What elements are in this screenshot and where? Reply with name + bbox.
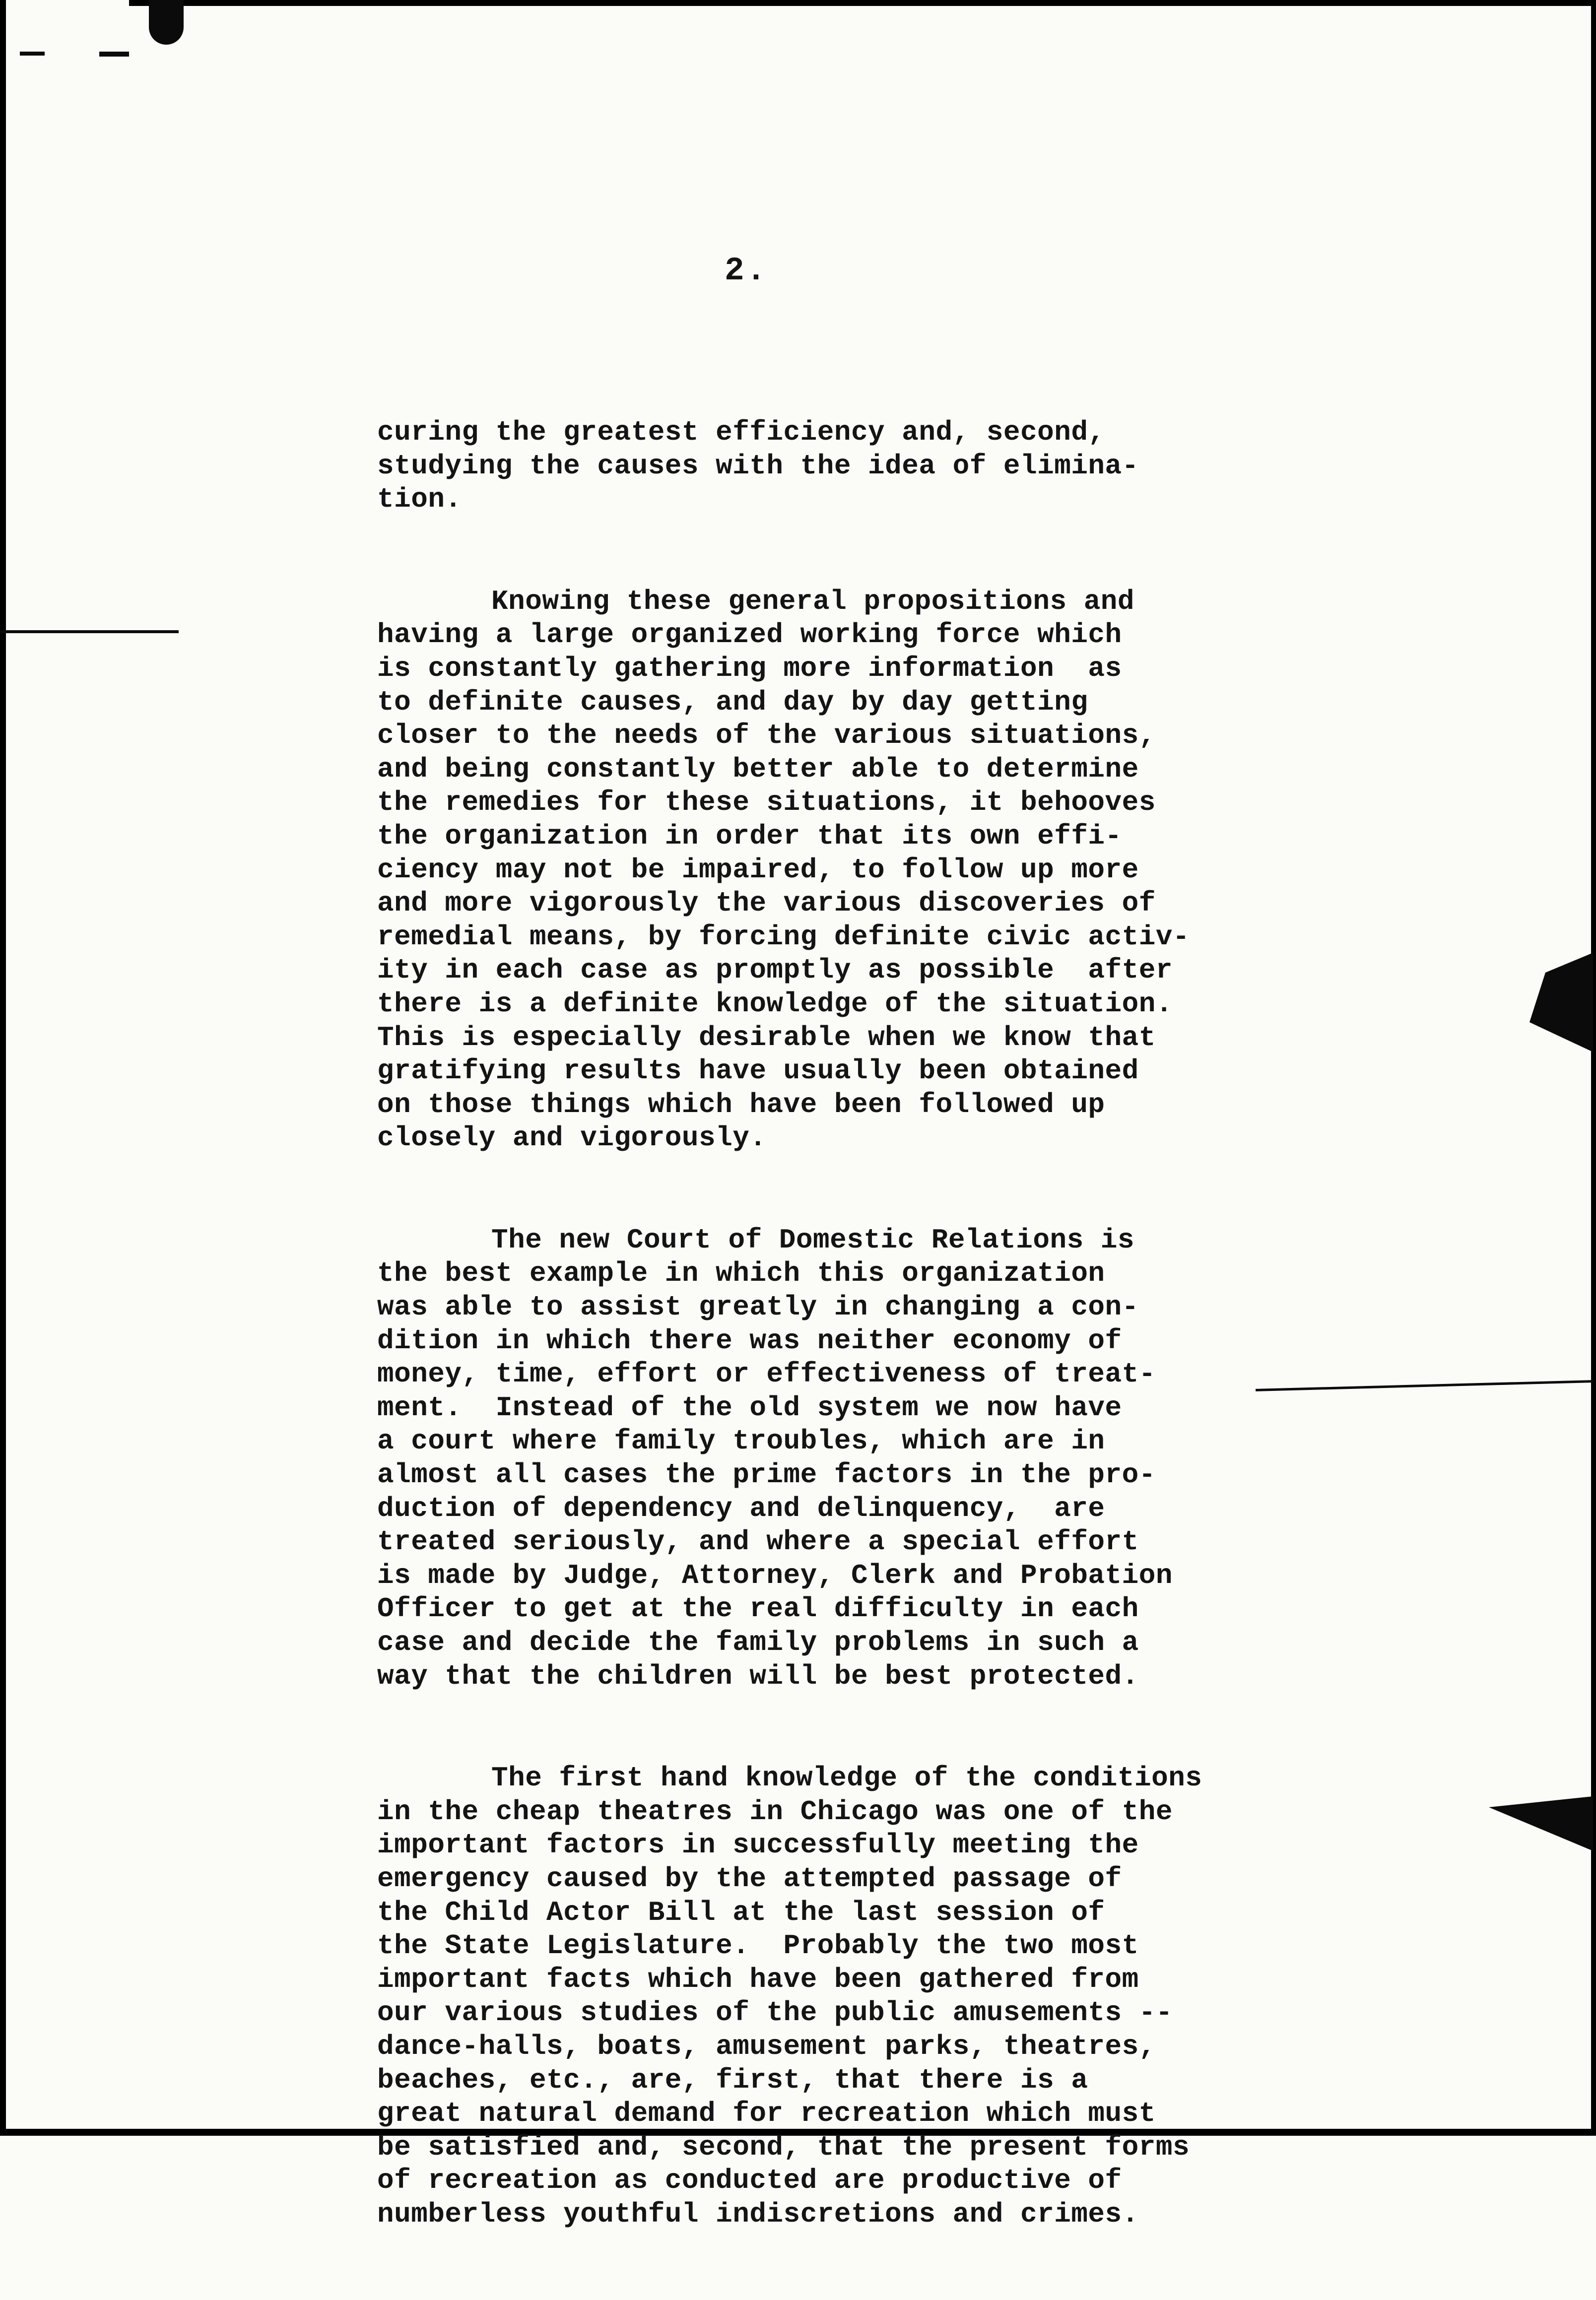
ink-mark — [99, 52, 129, 57]
text-line: closely and vigorously. — [377, 1122, 767, 1154]
text-line: dition in which there was neither economy of — [377, 1324, 1122, 1357]
text-line: was able to assist greatly in changing a con- — [377, 1291, 1139, 1323]
text-line: The first hand knowledge of the conditions — [491, 1762, 1202, 1794]
text-line: ciency may not be impaired, to follow up more — [377, 854, 1139, 886]
text-line: gratifying results have usually been obtained — [377, 1055, 1139, 1087]
ink-blot — [149, 0, 184, 45]
paragraph-1 — [377, 416, 1295, 517]
scan-border-top — [129, 0, 1596, 6]
torn-edge — [1489, 1796, 1593, 1851]
tear-line — [0, 630, 179, 633]
text-line: way that the children will be best protected. — [377, 1660, 1139, 1692]
tear-line — [1256, 1380, 1593, 1391]
text-line: the State Legislature. Probably the two most — [377, 1930, 1139, 1962]
text-line: our various studies of the public amusements -- — [377, 1997, 1173, 2029]
text-line: almost all cases the prime factors in the pro- — [377, 1459, 1156, 1491]
text-line: Knowing these general propositions and — [491, 585, 1135, 617]
text-line: emergency caused by the attempted passage of — [377, 1862, 1122, 1895]
text-line: beaches, etc., are, first, that there is a — [377, 2064, 1088, 2096]
page-number: 2. — [725, 252, 768, 289]
scan-border-left — [0, 0, 6, 2136]
paragraph-3 — [377, 1224, 1295, 1693]
text-line: The new Court of Domestic Relations is — [491, 1224, 1135, 1256]
text-line: and more vigorously the various discoveries of — [377, 887, 1156, 920]
paragraph-2 — [377, 585, 1295, 1155]
text-line: is constantly gathering more information as — [377, 652, 1122, 684]
text-line: and being constantly better able to determine — [377, 753, 1139, 785]
text-line: on those things which have been followed up — [377, 1088, 1105, 1120]
text-line: money, time, effort or effectiveness of treat- — [377, 1358, 1156, 1390]
text-line: numberless youthful indiscretions and crimes. — [377, 2198, 1139, 2230]
text-line: to definite causes, and day by day getting — [377, 686, 1088, 718]
text-line: curing the greatest efficiency and, second, — [377, 416, 1105, 448]
text-line: Officer to get at the real difficulty in each — [377, 1593, 1139, 1625]
text-line: closer to the needs of the various situations, — [377, 720, 1156, 752]
text-line: studying the causes with the idea of elimina- — [377, 450, 1139, 482]
text-line: case and decide the family problems in such a — [377, 1627, 1139, 1658]
paragraph-4 — [377, 1762, 1295, 2231]
text-line: important factors in successfully meeting the — [377, 1829, 1139, 1861]
document-body — [377, 416, 1295, 2300]
text-line: in the cheap theatres in Chicago was one of the — [377, 1795, 1173, 1828]
text-line: be satisfied and, second, that the present forms — [377, 2131, 1190, 2163]
text-line: a court where family troubles, which are in — [377, 1425, 1105, 1457]
text-line: of recreation as conducted are productive of — [377, 2165, 1122, 2197]
torn-edge — [1514, 953, 1593, 1052]
text-line: important facts which have been gathered from — [377, 1963, 1139, 1995]
text-line: is made by Judge, Attorney, Clerk and Probation — [377, 1559, 1173, 1591]
text-line: tion. — [377, 483, 462, 516]
text-line: the best example in which this organization — [377, 1257, 1105, 1290]
text-line: ment. Instead of the old system we now have — [377, 1391, 1122, 1424]
text-line: the remedies for these situations, it behooves — [377, 787, 1156, 819]
text-line: the Child Actor Bill at the last session of — [377, 1896, 1105, 1928]
text-line: treated seriously, and where a special effort — [377, 1526, 1139, 1558]
text-line: dance-halls, boats, amusement parks, theatres, — [377, 2030, 1156, 2062]
text-line: This is especially desirable when we know that — [377, 1021, 1156, 1053]
text-line: the organization in order that its own effi- — [377, 820, 1122, 852]
text-line: ity in each case as promptly as possible after — [377, 954, 1173, 986]
ink-mark — [20, 52, 45, 56]
text-line: great natural demand for recreation which must — [377, 2098, 1156, 2130]
text-line: having a large organized working force which — [377, 619, 1122, 651]
text-line: there is a definite knowledge of the situation. — [377, 987, 1173, 1020]
text-line: remedial means, by forcing definite civic activ- — [377, 920, 1190, 953]
text-line: duction of dependency and delinquency, are — [377, 1492, 1105, 1524]
